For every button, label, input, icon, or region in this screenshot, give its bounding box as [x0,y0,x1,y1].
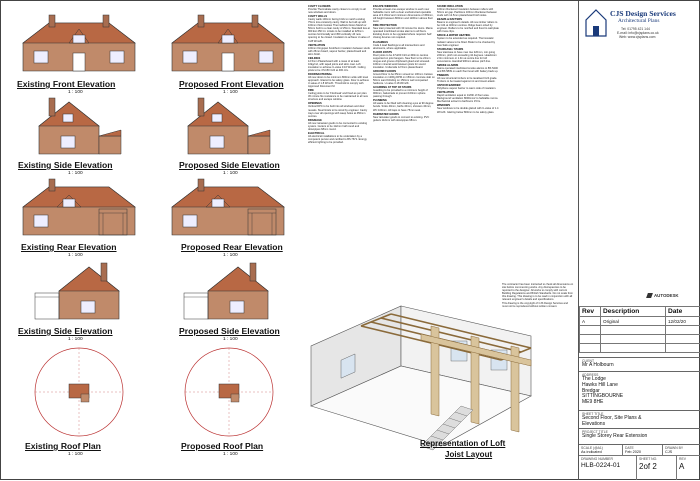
drawing-scale: 1 : 100 [223,337,238,342]
drawing-title: Existing Side Elevation [18,160,113,170]
note-text: Guarding to be provided to a minimum height of 900mm, balustrade to prevent 100mm sphere passing through. [373,89,435,98]
note-heading: FIRE [308,89,370,92]
company-sub: Architectural Plans [618,18,659,24]
note-text: All waste to be fitted with cleaning eyes at 90 degree bends. Sinks 40mm, baths 40mm, showers 40mm, WC 100mm. All traps to have 75mm seal. [373,102,435,111]
drawing-title: Proposed Front Elevation [179,79,284,89]
note-block [308,73,370,88]
note-block [308,15,370,42]
drawn-value: CJS [665,450,699,454]
note-heading: CAVITY CLOSERS [308,5,370,8]
note-text: Provide Thermabate cavity closers to comply to all new windows and doors. [308,8,370,14]
note-block [308,89,370,101]
drawing-scale: 1 : 100 [223,171,238,176]
address-line: Hawks Hill Lane [579,383,700,389]
note-heading: TIMBERS [437,74,500,77]
address-cell [579,371,700,408]
note-text: Provide at least one escape window to each new habitable room with a clear unobstructed openable area of 0.33m2 and minimum dimensions of 450mm, sill height between 800mm and 1100mm above floor level. [373,8,435,23]
note-block [308,102,370,117]
note-block [308,5,370,14]
note-text: 100mm Rockwool insulation between rafters with 50mm air gap. Partitions 100mm Rockwool between studs with 12.5mm plasterboard both sides. [437,8,500,17]
note-heading: RAINWATER GOODS [373,113,435,116]
project-title-label: PROJECT TITLE [579,429,700,434]
note-block [437,48,500,63]
note-block [308,57,370,72]
proposed-rear-elevation-drawing [168,177,288,237]
note-block [308,44,370,56]
address-line: Bredgar [579,389,700,395]
loft-caption-line1: Representation of Loft [420,439,505,448]
note-block [373,99,435,111]
note-text: Polythene vapour barrier to warm side of insulation. [437,87,500,90]
project-title-cell [579,428,700,442]
sheet-title-label: SHEET TITLE [579,411,700,416]
note-heading: OPENINGS [308,102,370,105]
drawing-title: Proposed Side Elevation [179,326,280,336]
drawing-scale: 1 : 100 [223,90,238,95]
note-block [437,74,500,83]
note-text: Beams to engineer's details. All new timber rafters to be C24 at 400mm centres. Ridge beam sized by engineer. Rafters to be notched and fixed to wall plate with truss clips. [437,21,500,33]
address-label: ADDRESS [579,372,700,377]
drawing-scale: 1 : 100 [68,337,83,342]
note-block [373,5,435,23]
company-web: Web: www.cjsplans.com [619,35,656,39]
note-block [308,132,370,144]
proposed-roof-plan-drawing [181,344,277,440]
note-heading: FIRE PROTECTION [373,24,435,27]
rev-cell: A [580,317,601,326]
house-logo-icon [585,9,607,37]
note-heading: SPACE & WATER HEATING [437,34,500,37]
sheet-no-cell [637,456,677,480]
note-heading: VAPOUR BARRIER [437,84,500,87]
existing-side-elevation-2-drawing [29,261,129,321]
company-tel: Tel: 01795 421 144 [621,27,650,31]
note-heading: WINDOWS [437,104,500,107]
drawing-title: Proposed Rear Elevation [181,242,283,252]
drawing-title: Proposed Roof Plan [181,441,263,451]
notes-column-3 [437,5,500,285]
note-text: Cavity walls 100mm facing brick to match existing 75mm low emissivity cavity. Wall to be built up with 100mm thick Celotex Thermablock Doors Marsh or 50mm built to a clear cavity of 25mm. Standard ties at 900 Ext 450 Int. Lintels to be installed at 225mm centres horizontally and 450 vertically. All new opening to be closed. Insulation to achieve U-value of 0.28 W/m2K. [308,18,370,42]
autodesk-badge [647,293,679,298]
proposed-front-elevation-drawing [168,13,288,73]
note-text: Rapid ventilation equal to 1/20th of floor area. Background ventilation 8000mm2 to habitable rooms. Mechanical extract to bathroom 15 l/s. [437,94,500,103]
note-text: New rainwater goods to connect to existing. PVC gutters 112mm with downpipes 68mm. [373,116,435,122]
drawing-title: Existing Side Elevation [18,326,113,336]
note-heading: SOUND INSULATION [437,5,500,8]
notes-column-2 [373,5,435,290]
notes-column-1 [308,5,370,295]
note-text: This drawing is the copyright of CJS Design Services and must not be reproduced without written consent. [502,302,574,308]
note-heading: GUARDING AT TOP OF STAIRS [373,86,435,89]
note-text: All new doors to be minimum 800mm wide with level approach. Glazed to be safety glass. Door to achieve U-value of 1.8 W/m2K. Threshold to comply with Approved Document M. [308,76,370,88]
drawing-number-cell [579,456,637,480]
note-text: System to be extended as required. Thermostatic radiator valves to be fitted. Boiler to be checked by Gas Safe engineer. [437,37,500,46]
description-cell: Original [601,317,666,326]
scale-label: SCALE (@A1) [581,446,620,450]
sheet-title-line: Elevations [579,422,700,428]
note-block [437,104,500,113]
drawn-label: DRAWN BY [665,446,699,450]
loft-caption-line2: Joist Layout [445,450,492,459]
note-text: Ceiling joists to be 'Firebreak' and fixed as per plan. 30 minute fire resistance to be maintained to all new structure and escape window. [308,92,370,101]
client-label: CLIENT [579,358,700,363]
autodesk-label: AUTODESK [654,293,679,298]
note-heading: SMOKE ALARMS [437,64,500,67]
existing-rear-elevation-drawing [19,177,139,237]
note-text: Vertical DPC to be built into all windows and door reveals. Steel lintels to be sized by engineer. Cavity trays over all openings with weep holes at 450mm centres. [308,105,370,117]
note-block [437,91,500,103]
revisions-header [580,307,700,317]
note-text: All new rainwater goods to be connected to existing system. Gutters to be 112mm half round and downpipes 68mm round. [308,122,370,131]
drawing-title: Proposed Side Elevation [179,160,280,170]
drawing-number-value: HLB-0224-01 [581,461,634,471]
date-cell: 12/02/20 [666,317,700,326]
note-text: Floor joists to be 47x200 C24 at 400mm centres supported on joist hangers. New floor to be 22mm tongue and groove chipboard glued and screwed. 100mm mineral wool between joists for sound insulation. Underside 12.5mm plasterboard. [373,54,435,69]
date-header: Date [666,307,700,317]
note-heading: VENTILATION [308,44,370,47]
date-label: DATE [625,446,660,450]
table-row [580,317,700,326]
rev-label: REV [679,457,699,461]
note-heading: DOORS/EXTERNAL [308,73,370,76]
client-value: Mr A Holbourn [579,363,700,369]
table-row [580,326,700,335]
note-text: The contractor has been instructed to check all dimensions on site before commencing works. Any discrepancies to be reported to the designer. All works to comply with current Building Regulations and British Standards. Do not scale from this drawing. This drawing is to be read in conjunction with all relevant engineer's details and specifications. [502,283,574,301]
note-heading: CAVITY WALLS [308,15,370,18]
note-block [437,84,500,90]
note-text: Mains operated interlinked smoke alarms to BS 5446 and BS 5839 on each floor level with battery back up. [437,67,500,73]
drawing-scale: 1 : 100 [68,171,83,176]
note-heading: ESCAPE WINDOWS [373,5,435,8]
note-text: Code 4 lead flashings to all intersections and abutments, where applicable. [373,44,435,50]
table-row [580,344,700,353]
meta-grid [579,444,700,481]
client-cell [579,357,700,371]
note-text: All new structural timbers to be tanalised C24 grade. Timbers to be treated against rot and insect attack. [437,77,500,83]
note-text: 100mm Kingspan Kooltherm insulation between studs with 25mm board, vapour barrier, plasterboard and skim finish. [308,47,370,56]
note-block [373,24,435,39]
note-text: All electrical installations to be undertaken by a competent person and certified to BS 7671. Energy efficient lighting to be provided. [308,135,370,144]
title-block [578,1,700,480]
scale-cell [579,445,623,456]
drawing-title: Existing Front Elevation [17,79,115,89]
date-value: Feb 2020 [625,450,660,454]
note-block [373,70,435,85]
note-heading: VENTILATION [437,91,500,94]
address-line: The Lodge [579,377,700,383]
address-line: SITTINGBOURNE [579,394,700,400]
note-heading: ELECTRICAL [308,132,370,135]
autodesk-logo-icon [646,293,653,298]
note-heading: DRAINAGE [308,119,370,122]
rev-value: A [679,461,699,472]
sheet-no-label: SHEET NO. [639,457,674,461]
revisions-table [579,306,700,353]
existing-roof-plan-drawing [31,344,127,440]
note-text: 12.5mm Plasterboard with a mass of at least 10kg/m2, with taped joints and skim coat. Loft insulation to achieve U-value 0.16 W/m2K. Ceiling joists to be 47x150 C24 at 400 ctrs. [308,60,370,72]
note-text: Ground floor to be 65mm screed on 100mm Celotex insulation on 1200g DPM on 150mm concrete slab on 50mm sand blinding on 150mm well compacted hardcore. U-value 0.18 W/m2K. [373,73,435,85]
note-block [437,5,500,17]
drawing-scale: 1 : 100 [68,452,83,457]
note-heading: PLUMBING [373,99,435,102]
drawn-cell [663,445,700,456]
proposed-side-elevation-drawing [178,96,278,156]
note-block [373,86,435,98]
drawing-title: Existing Rear Elevation [21,242,117,252]
note-heading: FLASHINGS [373,41,435,44]
rev-cell [677,456,700,480]
note-text: New staircase to have max rise 220mm, min going 220mm, pitch not exceeding 42 degrees. Headroom 2.0m minimum or 1.9m at centre line for loft conversions. Handrail 900mm above pitch line. [437,51,500,63]
drawing-scale: 1 : 100 [223,253,238,258]
drawing-title: Existing Roof Plan [25,441,101,451]
company-logo [585,7,695,51]
note-heading: BEAMS & RAFTERS [437,18,500,21]
note-text: New windows to be double glazed with U-value of 1.4 W/m2K. Glazing below 800mm to be safety glass. [437,107,500,113]
note-block [437,34,500,46]
sheet-title-line: Second Floor, Site Plans & [579,416,700,422]
table-row [580,335,700,344]
note-heading: STAIRCASE / STAIRS [437,48,500,51]
project-title-value: Single Storey Rear Extension [579,434,700,440]
drawing-scale: 1 : 100 [223,452,238,457]
sheet-title-cell [579,410,700,428]
proposed-side-elevation-2-drawing [178,261,278,321]
note-block [373,41,435,50]
drawing-scale: 1 : 100 [68,253,83,258]
note-block [373,113,435,122]
existing-side-elevation-drawing [29,96,129,156]
note-heading: FLOOR JOISTS [373,51,435,54]
note-block [437,18,500,33]
date-cell [623,445,663,456]
drawing-number-label: DRAWING NUMBER [581,457,634,461]
note-block [437,64,500,73]
sheet-no-value: 2of 2 [639,461,674,472]
company-email: E-mail: info@cjsplans.co.uk [617,31,659,35]
note-text: New stair protected with 30 minute fire doors. Mains operated interlinked smoke alarms to all floors. Existing doors to be upgraded where required. Self closing devices not required. [373,27,435,39]
description-header: Description [601,307,666,317]
company-name: CJS Design Services [610,9,676,18]
scale-value: As indicated [581,450,620,454]
note-block [373,51,435,69]
address-line: ME9 8HE [579,400,700,406]
note-heading: GROUND FLOORS [373,70,435,73]
rev-header: Rev [580,307,601,317]
drawing-scale: 1 : 100 [68,90,83,95]
note-block [308,119,370,131]
existing-front-elevation-drawing [19,13,139,73]
note-heading: CEILINGS [308,57,370,60]
